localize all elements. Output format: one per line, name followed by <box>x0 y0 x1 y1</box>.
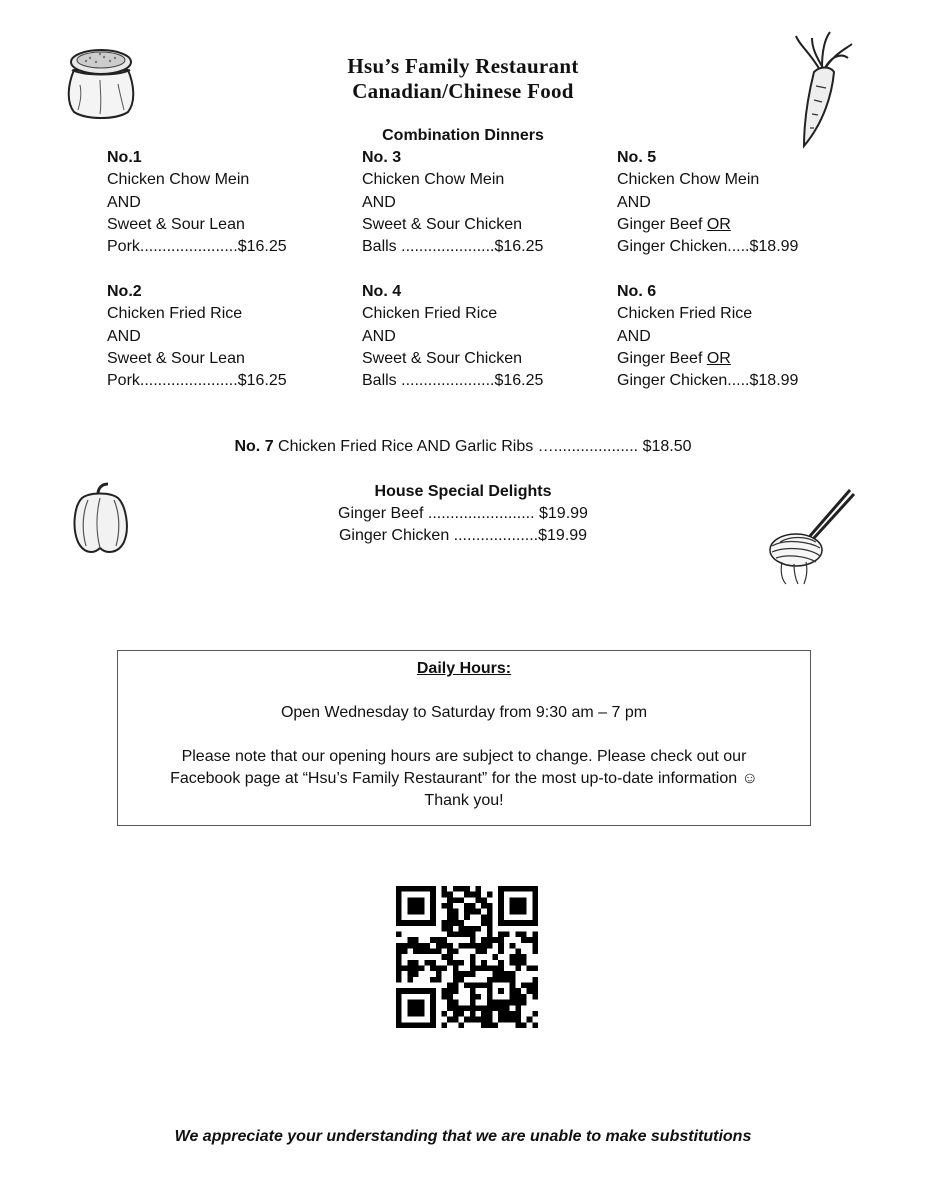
combo-line: AND <box>362 193 396 211</box>
combo-line: AND <box>617 193 651 211</box>
combo-number: No.1 <box>107 149 142 166</box>
combo-number: No. 6 <box>617 283 657 300</box>
combo-item-1 <box>107 147 347 258</box>
combo-line: Chicken Fried Rice <box>362 305 498 323</box>
combo-number: No. 5 <box>617 149 657 166</box>
combo-line: Sweet & Sour Lean <box>107 215 245 233</box>
combo-line: AND <box>362 327 396 345</box>
hours-note-line: Please note that our opening hours are subject to change. Please check out our <box>181 748 747 765</box>
special-item: Ginger Beef ........................ $19.99 <box>338 505 588 522</box>
combo-number: No.2 <box>107 283 142 300</box>
combo-item-4 <box>362 281 602 392</box>
or-text: OR <box>706 349 731 367</box>
combo-line: Chicken Chow Mein <box>107 171 250 189</box>
combo-item-2 <box>107 281 347 392</box>
combo-line: Chicken Chow Mein <box>617 171 760 189</box>
combo-line: Chicken Fried Rice <box>107 305 243 323</box>
combo-line: AND <box>107 327 141 345</box>
daily-hours-title: Daily Hours: <box>416 660 512 677</box>
opening-hours-text: Open Wednesday to Saturday from 9:30 am – 7 pm <box>280 704 648 721</box>
combo-price-line: Ginger Chicken.....$18.99 <box>617 372 799 390</box>
combo-line: Sweet & Sour Chicken <box>362 215 523 233</box>
combo-line: Chicken Fried Rice <box>617 305 753 323</box>
hours-note-line: Thank you! <box>424 792 504 809</box>
combo-line-choice <box>617 348 857 370</box>
combo-line: AND <box>107 193 141 211</box>
restaurant-name: Hsu’s Family Restaurant <box>347 54 579 78</box>
combo-price-line: Ginger Chicken.....$18.99 <box>617 238 799 256</box>
combo-item-5 <box>617 147 857 258</box>
cuisine-subtitle: Canadian/Chinese Food <box>352 79 574 103</box>
combo-line: Chicken Chow Mein <box>362 171 505 189</box>
combo-number: No. 3 <box>362 149 402 166</box>
combo-line: Chicken Fried Rice AND Garlic Ribs …................... $18.50 <box>273 438 692 455</box>
combo-item-3 <box>362 147 602 258</box>
combo-price-line: Balls .....................$16.25 <box>362 372 544 390</box>
qr-code[interactable] <box>396 886 538 1028</box>
house-special-list <box>0 503 926 548</box>
combo-price-line: Balls .....................$16.25 <box>362 238 544 256</box>
combo-price-line: Pork......................$16.25 <box>107 238 287 256</box>
combo-number: No. 7 <box>234 438 274 455</box>
substitution-notice: We appreciate your understanding that we are unable to make substitutions <box>174 1128 752 1145</box>
hours-note-line: Facebook page at “Hsu’s Family Restaurant” for the most up-to-date information ☺ <box>170 770 758 787</box>
combo-price-line: Pork......................$16.25 <box>107 372 287 390</box>
combo-line: Sweet & Sour Lean <box>107 349 245 367</box>
combo-item-6 <box>617 281 857 392</box>
house-special-heading: House Special Delights <box>374 483 552 500</box>
special-item: Ginger Chicken ...................$19.99 <box>338 527 588 545</box>
choice-text: Ginger Beef <box>617 349 707 367</box>
combo-item-7 <box>0 436 926 458</box>
combo-line-choice <box>617 214 857 236</box>
combo-number: No. 4 <box>362 283 402 300</box>
or-text: OR <box>706 215 731 233</box>
choice-text: Ginger Beef <box>617 215 707 233</box>
combo-line: AND <box>617 327 651 345</box>
combo-line: Sweet & Sour Chicken <box>362 349 523 367</box>
combination-dinners-heading: Combination Dinners <box>382 127 544 144</box>
daily-hours-box <box>117 650 811 826</box>
